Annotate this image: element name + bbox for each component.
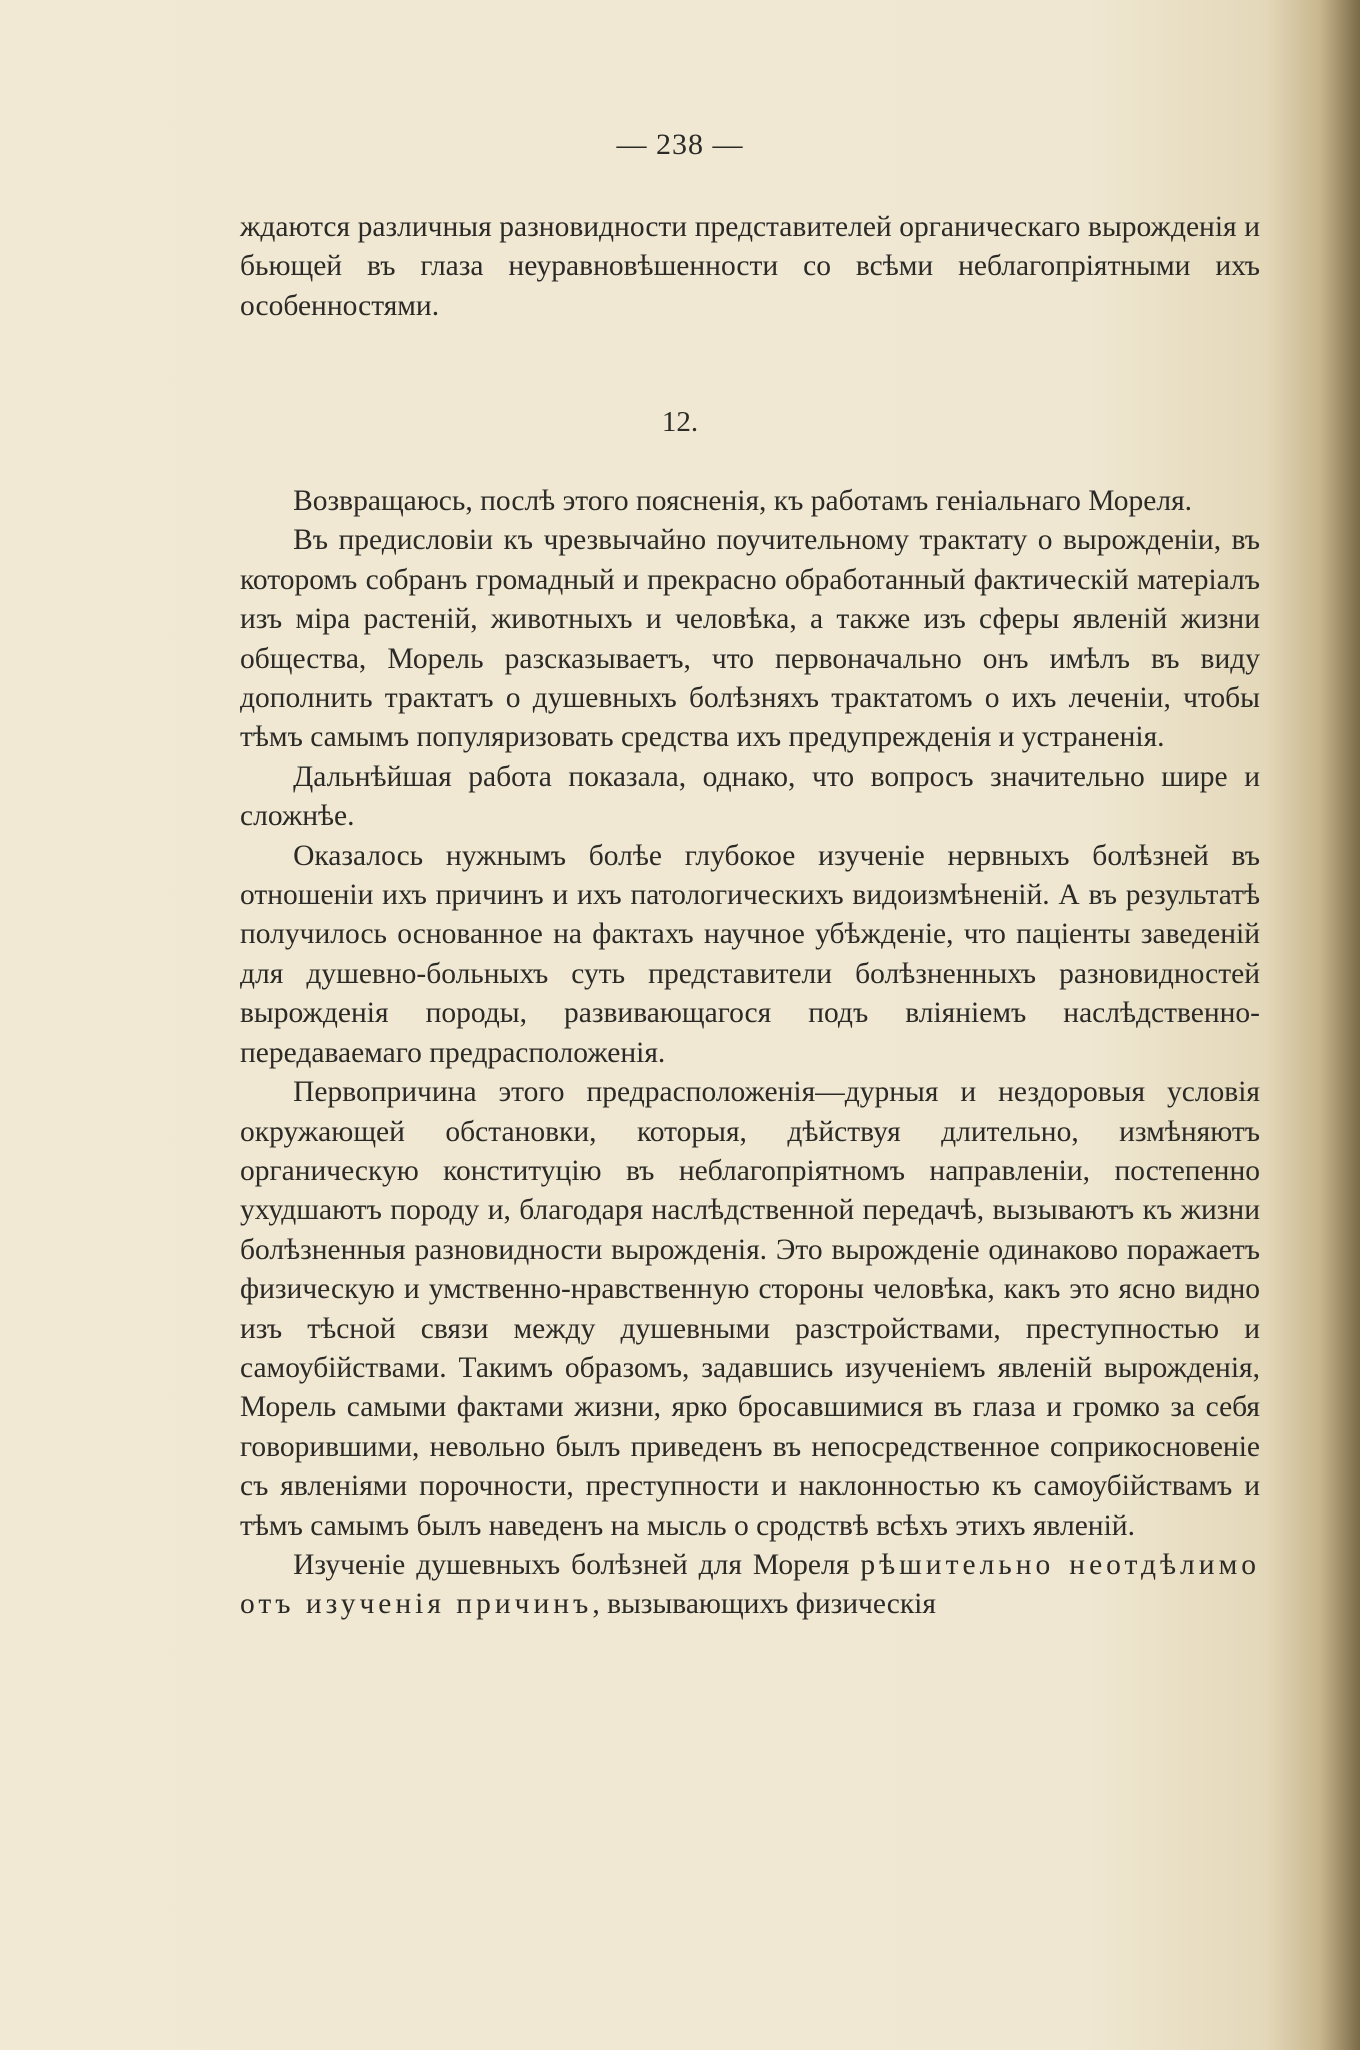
- emphasized-text: рѣшительно неотдѣлимо отъ изученія причинъ: [240, 1548, 1260, 1621]
- continuation-text: [240, 208, 1260, 326]
- section-body: [240, 482, 1260, 1625]
- section-heading: 12.: [661, 406, 699, 438]
- paragraph: ждаются различныя разновидности представителей органическаго вырожденія и бьющей въ глаза неуравновѣшенности со всѣми неблагопріятными ихъ особенностями.: [240, 211, 1260, 322]
- paragraph: Первопричина этого предрасположенія—дурныя и нездоровыя условія окружающей обстановки, которыя, дѣйствуя длительно, измѣняютъ органическую конституцію въ неблагопріятномъ направленіи, постепенно ухудшаютъ породу и, благодаря наслѣдственной передачѣ, вызываютъ къ жизни болѣзненныя разновидности вырожденія. Это вырожденіе одинаково поражаетъ физическую и умственно-нравственную стороны человѣка, какъ это ясно видно изъ тѣсной связи между душевными разстройствами, преступностью и самоубійствами. Такимъ образомъ, задавшись изученіемъ явленій вырожденія, Морель самыми фактами жизни, ярко бросавшимися въ глаза и громко за себя говорившими, невольно былъ приведенъ въ непосредственное соприкосновеніе съ явленіями порочности, преступности и наклонностью къ самоубійствамъ и тѣмъ самымъ былъ наведенъ на мысль о сродствѣ всѣхъ этихъ явленій.: [240, 1076, 1260, 1542]
- paragraph-end: , вызывающихъ физическія: [592, 1588, 936, 1621]
- paragraph-start: Изученіе душевныхъ болѣзней для Мореля: [293, 1548, 861, 1581]
- paragraph: Оказалось нужнымъ болѣе глубокое изученіе нервныхъ болѣзней въ отношеніи ихъ причинъ и ихъ патологическихъ видоизмѣненій. А въ результатѣ получилось основанное на фактахъ научное убѣжденіе, что паціенты заведеній для душевно-больныхъ суть представители болѣзненныхъ разновидностей вырожденія породы, развивающагося подъ вліяніемъ наслѣдственно-передаваемаго предрасположенія.: [240, 839, 1260, 1069]
- page-number: — 238 —: [616, 128, 744, 161]
- paragraph: Возвращаюсь, послѣ этого поясненія, къ работамъ геніальнаго Мореля.: [293, 485, 1193, 517]
- paragraph: Въ предисловіи къ чрезвычайно поучительному трактату о вырожденіи, въ которомъ собранъ громадный и прекрасно обработанный фактическій матеріалъ изъ міра растеній, животныхъ и человѣка, а также изъ сферы явленій жизни общества, Морель разсказываетъ, что первоначально онъ имѣлъ въ виду дополнить трактатъ о душевныхъ болѣзняхъ трактатомъ о ихъ леченіи, чтобы тѣмъ самымъ популяризовать средства ихъ предупрежденія и устраненія.: [240, 524, 1260, 754]
- paragraph: [240, 1546, 1260, 1625]
- paragraph: Дальнѣйшая работа показала, однако, что вопросъ значительно шире и сложнѣе.: [240, 760, 1260, 833]
